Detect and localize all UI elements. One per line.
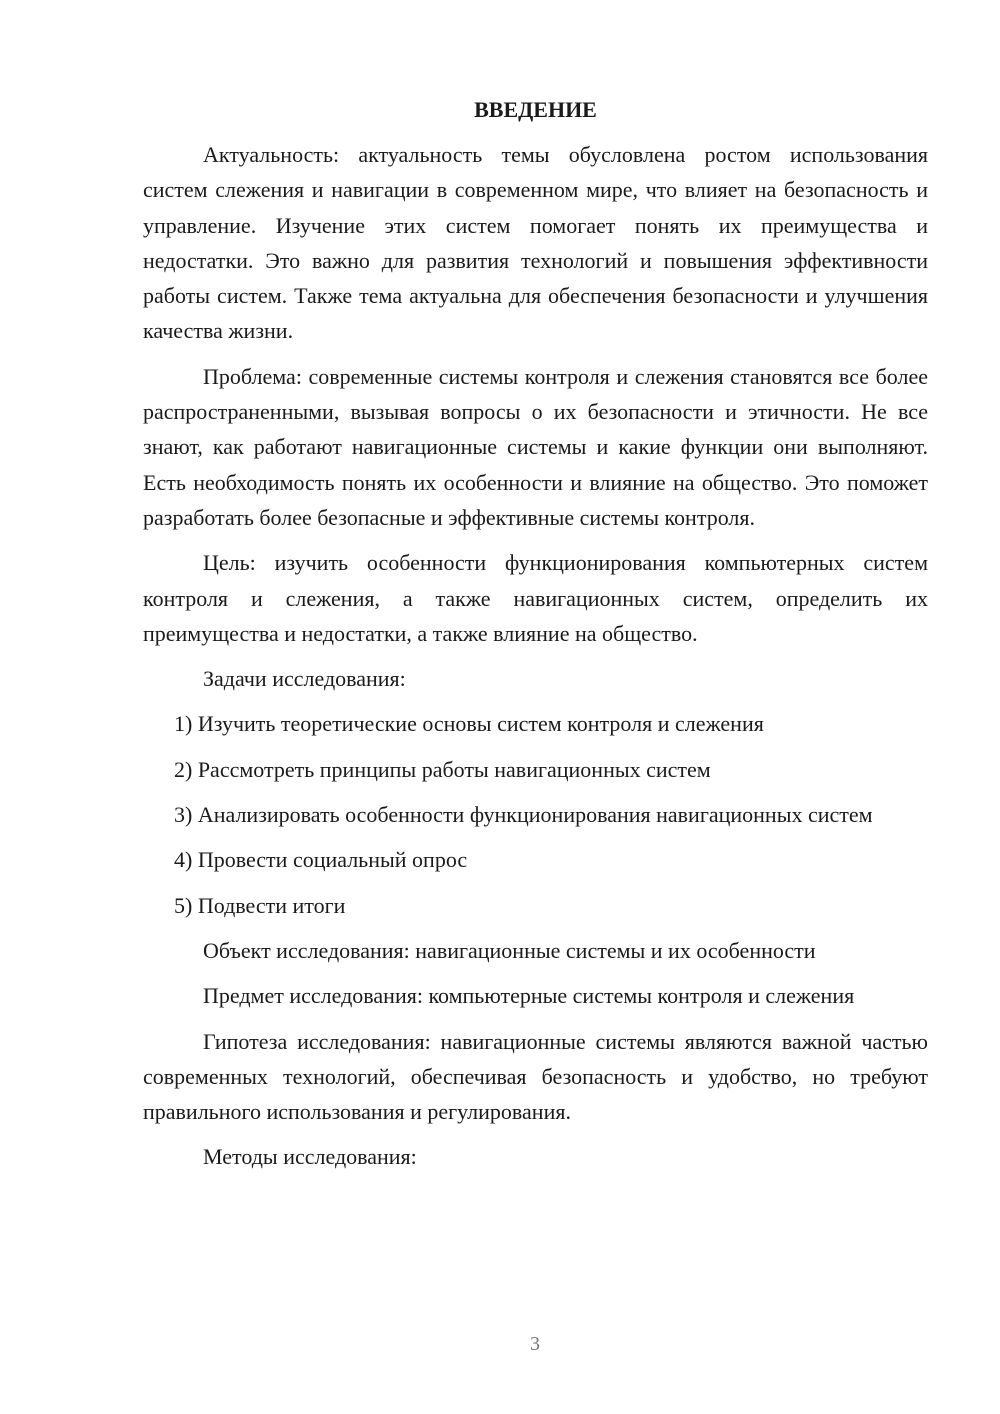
task-item-3: 3) Анализировать особенности функционирования навигационных систем: [174, 802, 873, 828]
research-subject-paragraph: Предмет исследования: компьютерные системы контроля и слежения: [203, 983, 855, 1009]
methods-heading: Методы исследования:: [203, 1144, 417, 1170]
document-page: [143, 92, 928, 1185]
research-object-paragraph: Объект исследования: навигационные системы и их особенности: [203, 937, 816, 963]
task-item-5: 5) Подвести итоги: [174, 892, 346, 918]
tasks-heading: Задачи исследования:: [203, 666, 406, 692]
task-item-2: 2) Рассмотреть принципы работы навигационных систем: [174, 756, 711, 782]
task-item-4: 4) Провести социальный опрос: [174, 847, 468, 873]
problem-paragraph: Проблема: современные системы контроля и слежения становятся все более распространенными, вызывая вопросы о их безопасности и этичности. Не все знают, как работают навигационные системы и какие функции они выполняют. Есть необходимость понять их особенности и влияние на общество. Это поможет разработать более безопасные и эффективные системы контроля.: [143, 363, 928, 530]
hypothesis-paragraph: Гипотеза исследования: навигационные системы являются важной частью современных технологий, обеспечивая безопасность и удобство, но требуют правильного использования и регулирования.: [143, 1028, 928, 1125]
page-number: 3: [530, 1333, 540, 1355]
goal-paragraph: Цель: изучить особенности функционирования компьютерных систем контроля и слежения, а также навигационных систем, определить их преимущества и недостатки, а также влияние на общество.: [143, 550, 928, 646]
relevance-paragraph: Актуальность: актуальность темы обусловлена ростом использования систем слежения и навигации в современном мире, что влияет на безопасность и управление. Изучение этих систем помогает понять их преимущества и недостатки. Это важно для развития технологий и повышения эффективности работы систем. Также тема актуальна для обеспечения безопасности и улучшения качества жизни.: [143, 142, 928, 344]
task-item-1: 1) Изучить теоретические основы систем контроля и слежения: [174, 711, 764, 737]
section-title: ВВЕДЕНИЕ: [474, 97, 597, 122]
